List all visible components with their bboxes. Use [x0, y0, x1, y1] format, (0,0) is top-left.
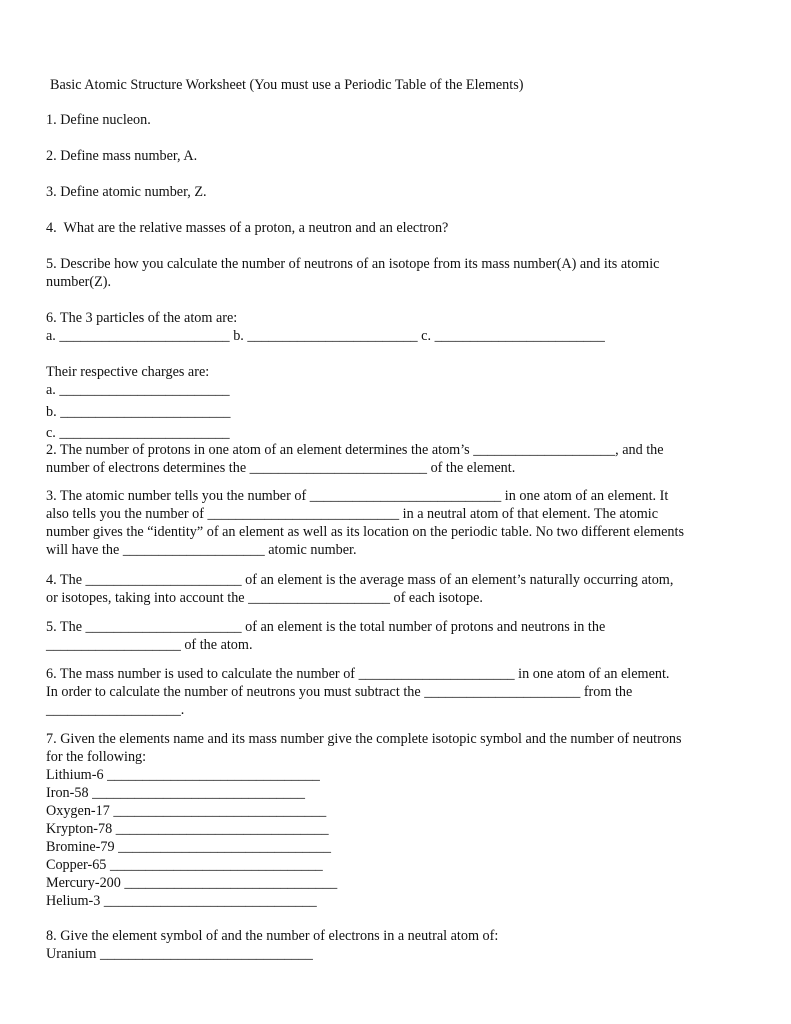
- question-calculate-neutrons-line1: 5. Describe how you calculate the number of neutrons of an isotope from its mass number(A) and its atomic: [46, 256, 660, 272]
- fill-in-q6-line3: ___________________.: [46, 702, 185, 718]
- fill-in-q5-line1: 5. The ______________________ of an element is the total number of protons and neutrons in the: [46, 619, 606, 635]
- isotope-question-line1: 7. Given the elements name and its mass number give the complete isotopic symbol and the number of neutrons: [46, 731, 682, 747]
- fill-in-q4-line2: or isotopes, taking into account the ____________________ of each isotope.: [46, 590, 483, 606]
- isotope-item: Oxygen-17 ______________________________: [46, 803, 327, 819]
- charge-blank-b: b. ________________________: [46, 404, 231, 420]
- isotope-item: Copper-65 ______________________________: [46, 857, 323, 873]
- fill-in-q6-line2: In order to calculate the number of neutrons you must subtract the ______________________ from the: [46, 684, 633, 700]
- question-define-atomic-number: 3. Define atomic number, Z.: [46, 184, 207, 200]
- fill-in-q3-line2: also tells you the number of ___________________________ in a neutral atom of that element. The atomic: [46, 506, 659, 522]
- isotope-item: Iron-58 ______________________________: [46, 785, 305, 801]
- question-calculate-neutrons-line2: number(Z).: [46, 274, 112, 290]
- fill-in-q2-line1: 2. The number of protons in one atom of an element determines the atom’s ____________________, and the: [46, 442, 664, 458]
- electron-question-line1: 8. Give the element symbol of and the number of electrons in a neutral atom of:: [46, 928, 499, 944]
- particles-blanks: a. ________________________ b. ________________________ c. ________________________: [46, 328, 605, 344]
- worksheet-title: Basic Atomic Structure Worksheet (You must use a Periodic Table of the Elements): [50, 77, 524, 93]
- fill-in-q2-line2: number of electrons determines the _________________________ of the element.: [46, 460, 516, 476]
- fill-in-q6-line1: 6. The mass number is used to calculate the number of ______________________ in one atom of an element.: [46, 666, 670, 682]
- isotope-item: Krypton-78 ______________________________: [46, 821, 329, 837]
- fill-in-q3-line1: 3. The atomic number tells you the number of ___________________________ in one atom of an element. It: [46, 488, 669, 504]
- question-define-mass-number: 2. Define mass number, A.: [46, 148, 198, 164]
- question-three-particles: 6. The 3 particles of the atom are:: [46, 310, 238, 326]
- isotope-item: Helium-3 ______________________________: [46, 893, 317, 909]
- charges-heading: Their respective charges are:: [46, 364, 210, 380]
- isotope-item: Bromine-79 ______________________________: [46, 839, 331, 855]
- fill-in-q5-line2: ___________________ of the atom.: [46, 637, 253, 653]
- isotope-question-line2: for the following:: [46, 749, 147, 765]
- question-relative-masses: 4. What are the relative masses of a proton, a neutron and an electron?: [46, 220, 449, 236]
- charge-blank-a: a. ________________________: [46, 382, 230, 398]
- fill-in-q3-line4: will have the ____________________ atomic number.: [46, 542, 357, 558]
- question-define-nucleon: 1. Define nucleon.: [46, 112, 151, 128]
- electron-item-uranium: Uranium ______________________________: [46, 946, 313, 962]
- fill-in-q4-line1: 4. The ______________________ of an element is the average mass of an element’s naturally occurring atom,: [46, 572, 674, 588]
- isotope-item: Mercury-200 ______________________________: [46, 875, 338, 891]
- fill-in-q3-line3: number gives the “identity” of an element as well as its location on the periodic table. No two different elements: [46, 524, 684, 540]
- isotope-item: Lithium-6 ______________________________: [46, 767, 320, 783]
- charge-blank-c: c. ________________________: [46, 425, 230, 441]
